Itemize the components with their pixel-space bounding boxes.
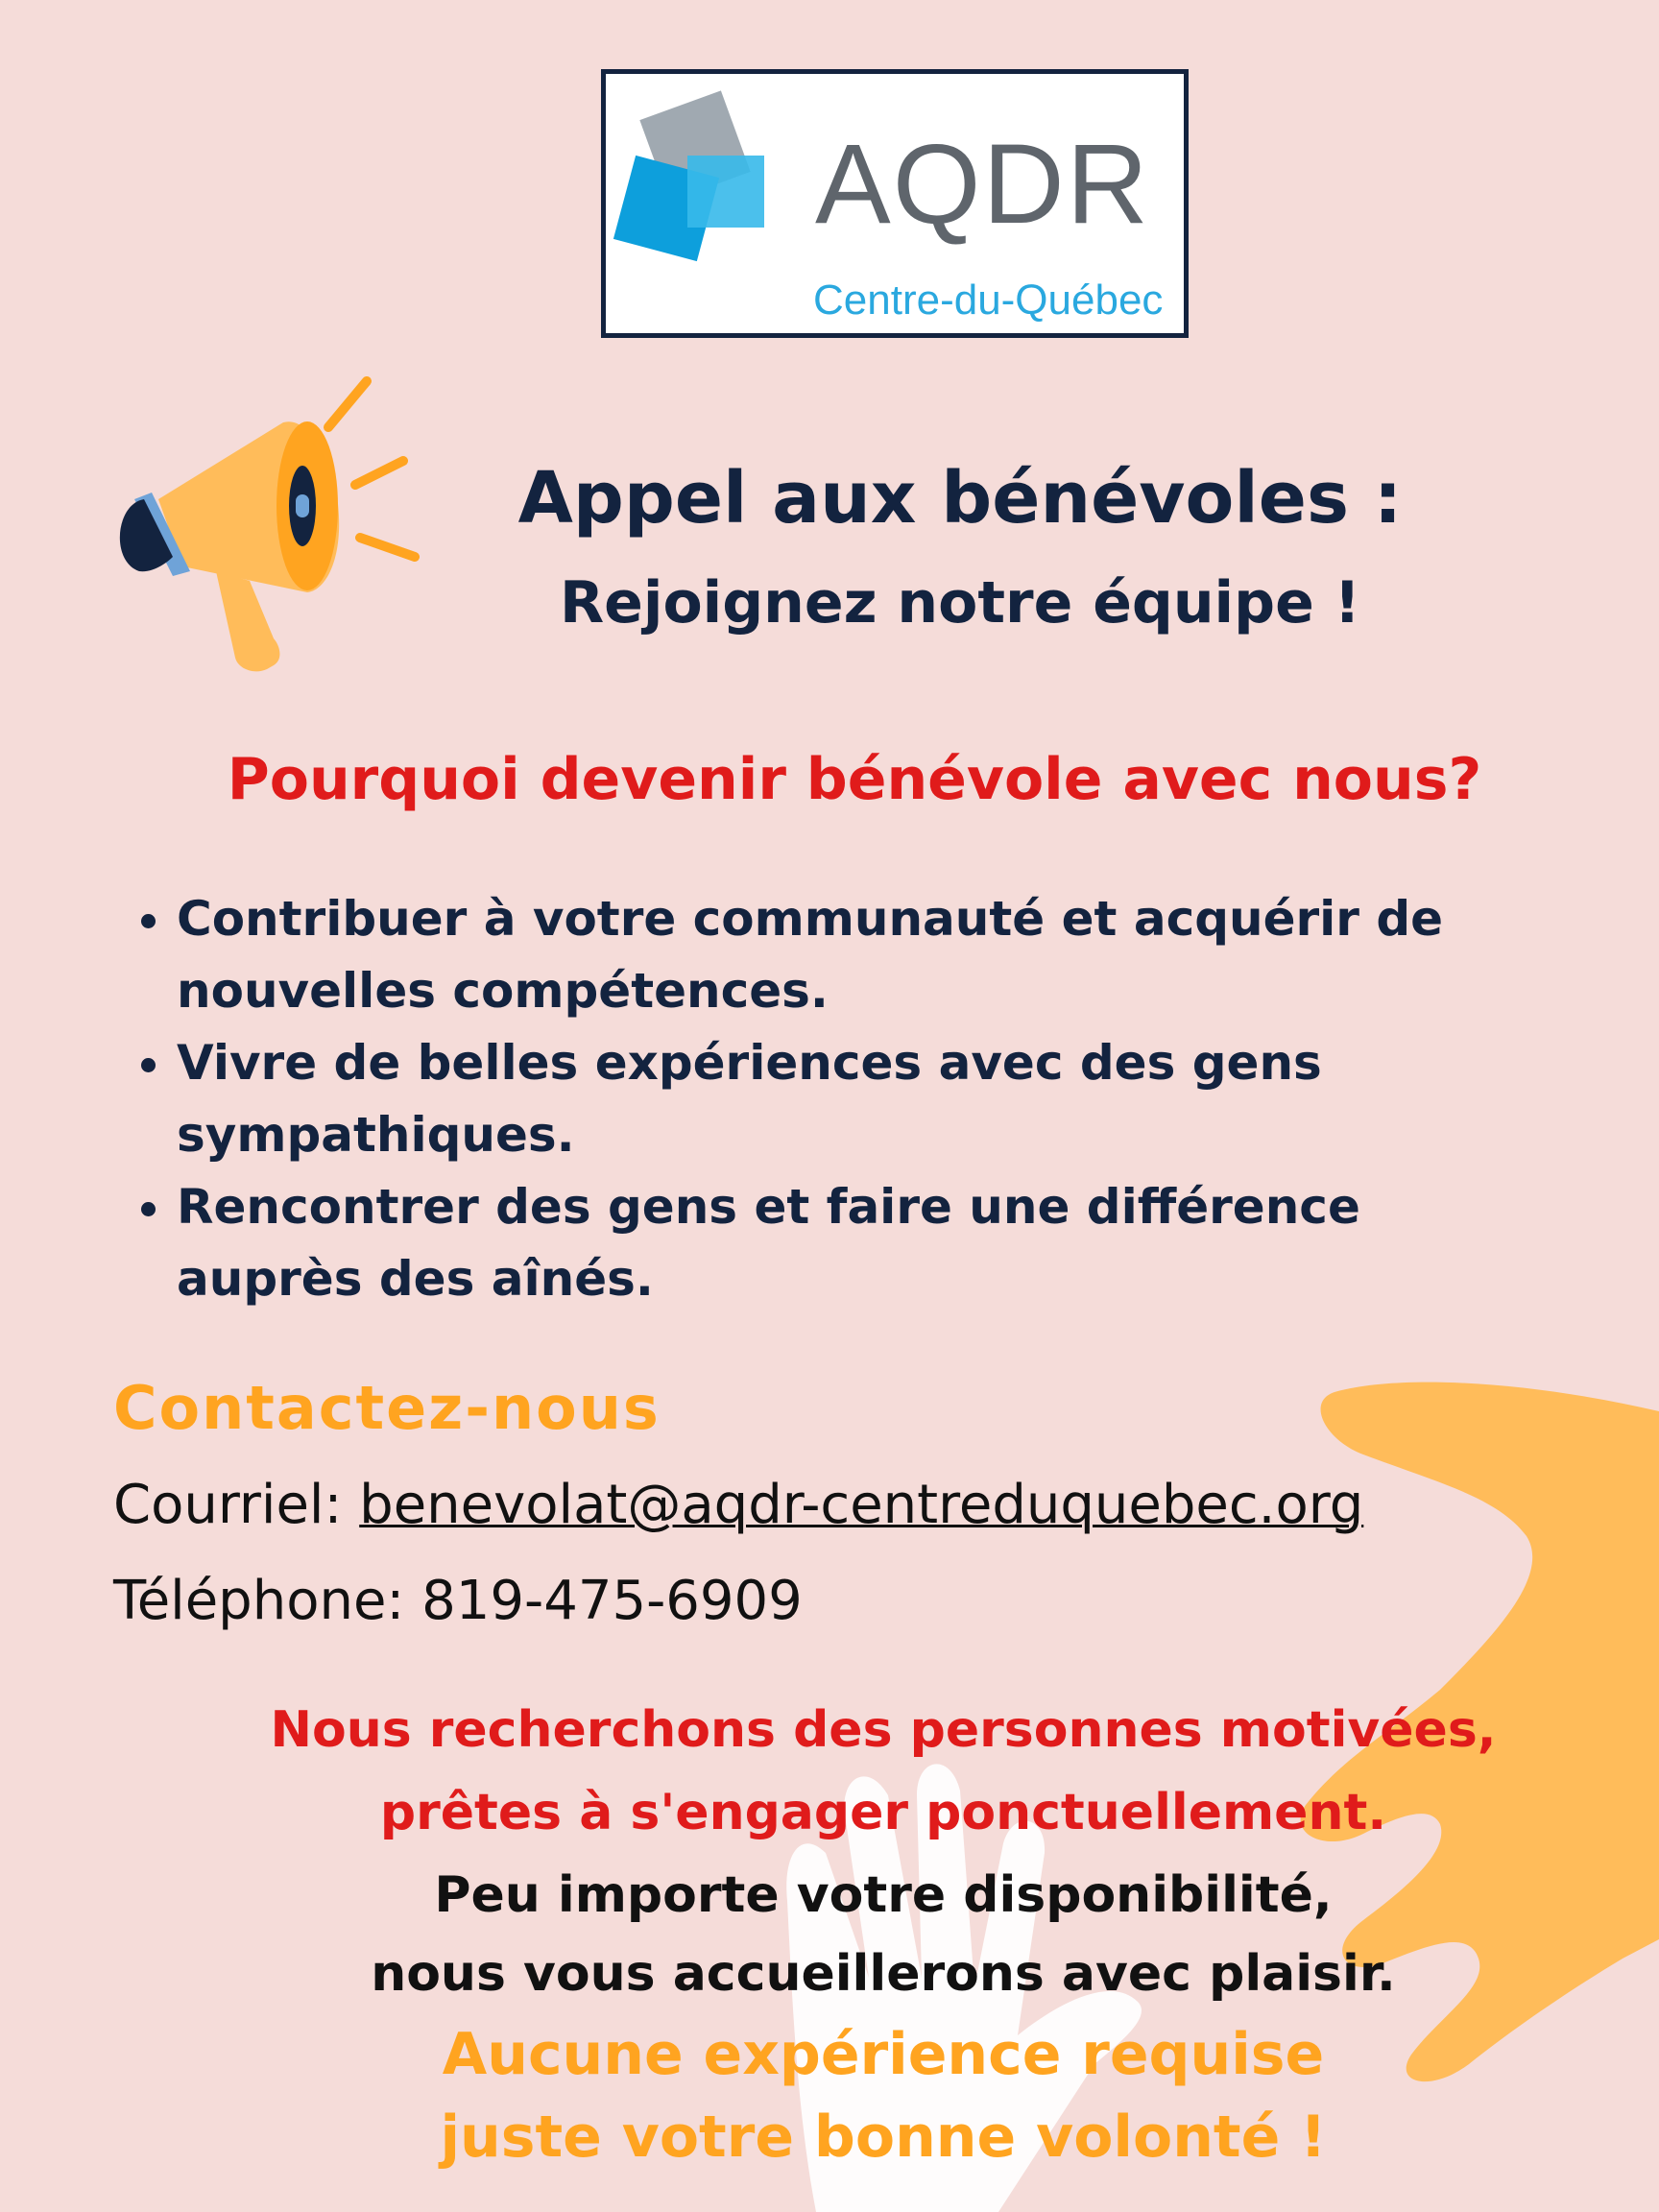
contact-phone-line [113, 1570, 803, 1632]
page-subtitle: Rejoignez notre équipe ! [559, 569, 1361, 637]
phone-number: 819-475-6909 [421, 1570, 803, 1632]
message-line-1: Nous recherchons des personnes motivées, [270, 1701, 1497, 1759]
email-link[interactable]: benevolat@aqdr-centreduquebec.org [359, 1474, 1364, 1536]
list-item: • Rencontrer des gens et faire une différence auprès des aînés. [177, 1171, 1559, 1315]
list-item: • Contribuer à votre communauté et acquérir de nouvelles compétences. [177, 883, 1559, 1027]
message-line-3: Peu importe votre disponibilité, [434, 1866, 1333, 1924]
megaphone-icon [115, 370, 432, 686]
phone-label: Téléphone: [113, 1570, 405, 1632]
page-title: Appel aux bénévoles : [517, 457, 1403, 540]
why-heading: Pourquoi devenir bénévole avec nous? [227, 746, 1482, 813]
email-label: Courriel: [113, 1474, 343, 1536]
contact-email-line [113, 1474, 1364, 1536]
reasons-list [134, 883, 1559, 1315]
message-line-5: Aucune expérience requise [442, 2021, 1325, 2088]
logo-region: Centre-du-Québec [813, 276, 1164, 324]
message-line-6: juste votre bonne volonté ! [440, 2104, 1327, 2171]
message-line-4: nous vous accueillerons avec plaisir. [371, 1945, 1396, 2003]
aqdr-logo [601, 69, 1189, 338]
list-item: • Vivre de belles expériences avec des gens sympathiques. [177, 1027, 1559, 1171]
contact-heading: Contactez-nous [113, 1373, 661, 1443]
logo-name: AQDR [815, 121, 1150, 248]
message-line-2: prêtes à s'engager ponctuellement. [379, 1784, 1387, 1841]
